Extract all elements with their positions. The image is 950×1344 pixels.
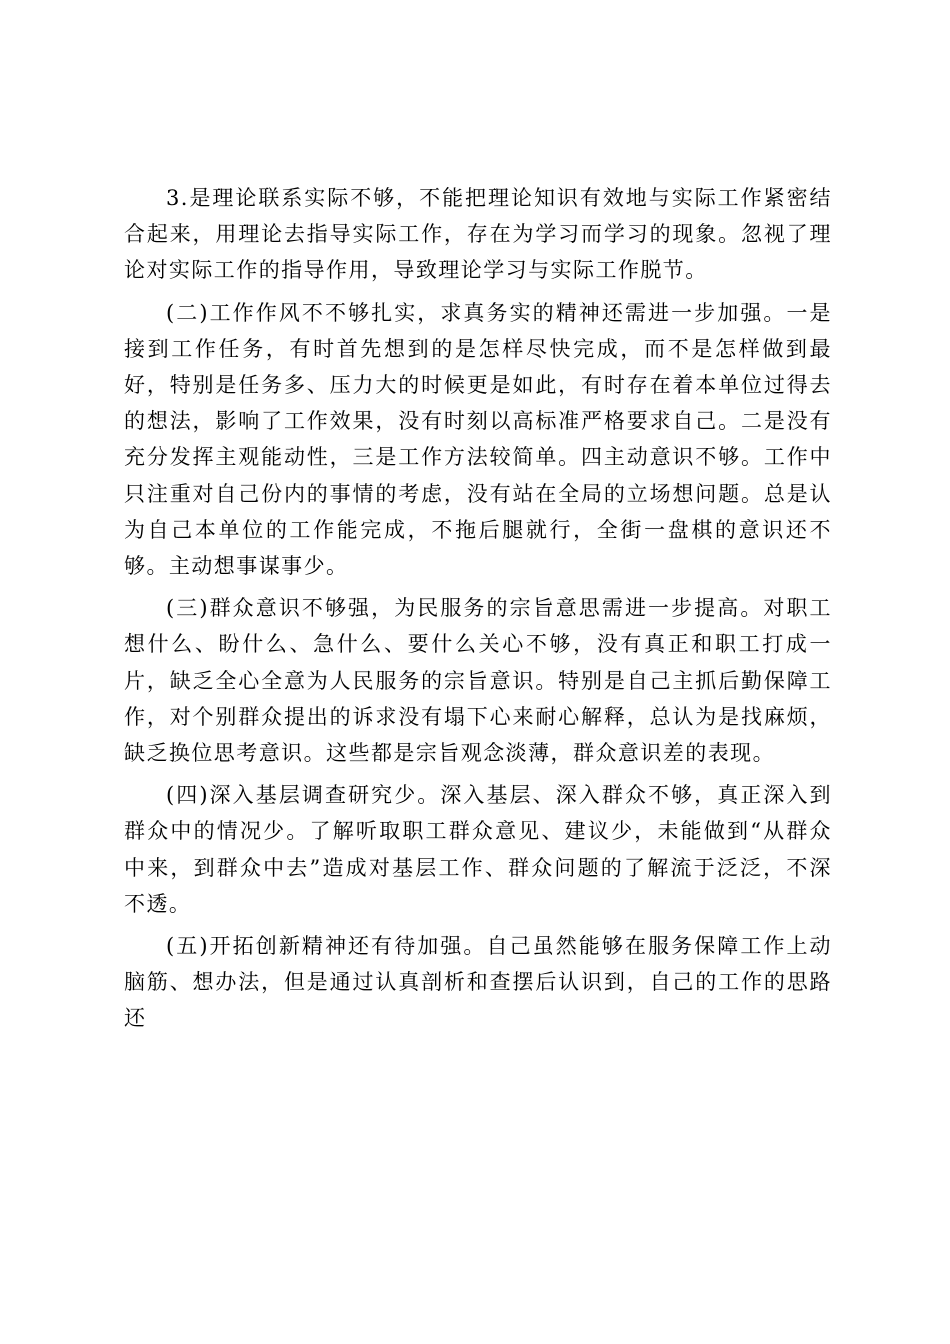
document-page bbox=[124, 180, 832, 1037]
paragraph-work-style: (二)工作作风不不够扎实，求真务实的精神还需进一步加强。一是接到工作任务，有时首先想到的是怎样尽快完成，而不是怎样做到最好，特别是任务多、压力大的时候更是如此，有时存在着本单位过得去的想法，影响了工作效果，没有时刻以高标准严格要求自己。二是没有充分发挥主观能动性，三是工作方法较简单。四主动意识不够。工作中只注重对自己份内的事情的考虑，没有站在全局的立场想问题。总是认为自己本单位的工作能完成，不拖后腿就行，全街一盘棋的意识还不够。主动想事谋事少。 bbox=[124, 300, 832, 579]
paragraph-grassroots-research: (四)深入基层调查研究少。深入基层、深入群众不够，真正深入到群众中的情况少。了解听取职工群众意见、建议少，未能做到“从群众中来，到群众中去”造成对基层工作、群众问题的了解流于泛泛，不深不透。 bbox=[124, 783, 832, 916]
paragraph-innovation: (五)开拓创新精神还有待加强。自己虽然能够在服务保障工作上动脑筋、想办法，但是通过认真剖析和查摆后认识到，自己的工作的思路还 bbox=[124, 934, 832, 1031]
paragraph-mass-awareness: (三)群众意识不够强，为民服务的宗旨意思需进一步提高。对职工想什么、盼什么、急什么、要什么关心不够，没有真正和职工打成一片，缺乏全心全意为人民服务的宗旨意识。特别是自己主抓后勤保障工作，对个别群众提出的诉求没有塌下心来耐心解释，总认为是找麻烦，缺乏换位思考意识。这些都是宗旨观念淡薄，群众意识差的表现。 bbox=[124, 596, 832, 766]
paragraph-theory-practice: 3.是理论联系实际不够，不能把理论知识有效地与实际工作紧密结合起来，用理论去指导实际工作，存在为学习而学习的现象。忽视了理论对实际工作的指导作用，导致理论学习与实际工作脱节。 bbox=[124, 186, 832, 283]
